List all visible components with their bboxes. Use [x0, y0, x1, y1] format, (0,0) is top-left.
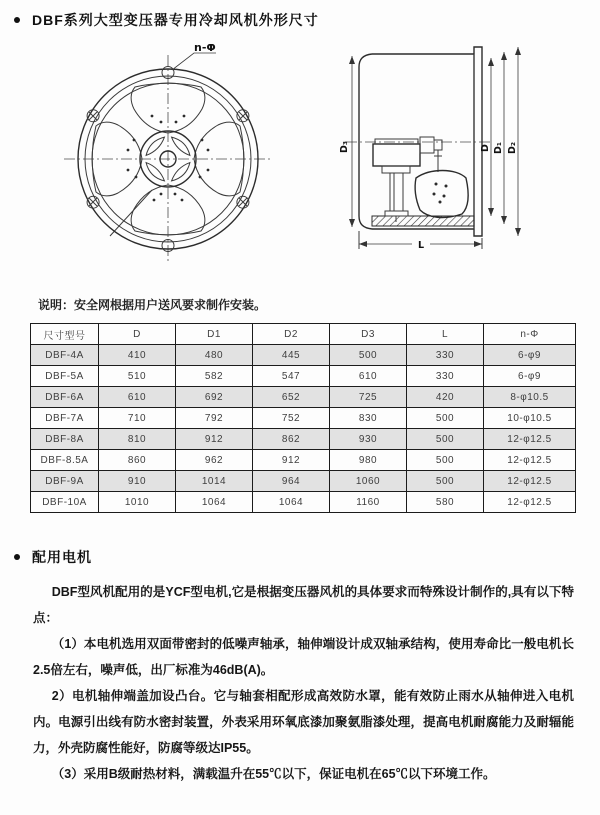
- dimensions-table: [30, 323, 576, 513]
- table-header-cell: n-Φ: [484, 324, 576, 345]
- table-header-cell: 尺寸型号: [31, 324, 99, 345]
- table-cell: 912: [253, 450, 330, 471]
- table-cell: 830: [330, 408, 407, 429]
- table-cell: 6-φ9: [484, 345, 576, 366]
- bullet-icon: [14, 554, 20, 560]
- table-cell: DBF-10A: [31, 492, 99, 513]
- table-cell: 510: [99, 366, 176, 387]
- table-cell: 8-φ10.5: [484, 387, 576, 408]
- center-lines: [64, 55, 272, 263]
- table-cell: 500: [407, 471, 484, 492]
- table-cell: 964: [253, 471, 330, 492]
- table-cell: 1010: [99, 492, 176, 513]
- technical-drawings: [0, 44, 600, 280]
- motor-paragraph: （3）采用B级耐热材料，满载温升在55℃以下，保证电机在65℃以下环境工作。: [51, 767, 496, 781]
- n-phi-label: n-Φ: [194, 44, 216, 54]
- table-cell: 1160: [330, 492, 407, 513]
- table-cell: 912: [176, 429, 253, 450]
- table-cell: 12-φ12.5: [484, 492, 576, 513]
- table-cell: 710: [99, 408, 176, 429]
- d2-label: D₂: [507, 141, 518, 155]
- table-cell: 500: [407, 450, 484, 471]
- table-cell: 725: [330, 387, 407, 408]
- table-header-cell: D: [99, 324, 176, 345]
- table-cell: 582: [176, 366, 253, 387]
- table-cell: 330: [407, 345, 484, 366]
- table-cell: DBF-8.5A: [31, 450, 99, 471]
- table-cell: 692: [176, 387, 253, 408]
- table-cell: 962: [176, 450, 253, 471]
- table-cell: 420: [407, 387, 484, 408]
- motor-paragraph: DBF型风机配用的是YCF型电机,它是根据变压器风机的具体要求而特殊设计制作的,具有以下特点：: [33, 585, 574, 625]
- n-phi-callout: [172, 44, 216, 70]
- motor-paragraph: 2）电机轴伸端盖加设凸台。它与轴套相配形成高效防水罩，能有效防止雨水从轴伸进入电机内。电源引出线有防水密封装置，外表采用环氧底漆加聚氨脂漆处理，提高电机耐腐能力及耐辐能力，外壳防腐性能好，防腐等级达IP55。: [33, 689, 574, 755]
- fan-blade-section: [415, 171, 468, 218]
- table-cell: 480: [176, 345, 253, 366]
- table-cell: 10-φ10.5: [484, 408, 576, 429]
- table-row: [31, 492, 576, 513]
- d-label: D: [480, 144, 491, 152]
- table-header-cell: D2: [253, 324, 330, 345]
- table-cell: 752: [253, 408, 330, 429]
- table-cell: 930: [330, 429, 407, 450]
- table-cell: 445: [253, 345, 330, 366]
- l-label: L: [417, 240, 425, 251]
- mounting-base: [372, 216, 474, 226]
- section-title-text: 配用电机: [32, 549, 92, 565]
- leader-line: [110, 190, 152, 236]
- bullet-icon: [14, 17, 20, 23]
- table-cell: 12-φ12.5: [484, 471, 576, 492]
- section-title-text: DBF系列大型变压器专用冷却风机外形尺寸: [32, 12, 319, 28]
- table-cell: 500: [407, 408, 484, 429]
- table-row: [31, 408, 576, 429]
- table-cell: 6-φ9: [484, 366, 576, 387]
- table-cell: 1064: [253, 492, 330, 513]
- motor-description: [33, 579, 574, 787]
- fan-front-view-drawing: [48, 44, 298, 280]
- table-cell: 862: [253, 429, 330, 450]
- table-header-cell: L: [407, 324, 484, 345]
- table-cell: 610: [330, 366, 407, 387]
- table-cell: 410: [99, 345, 176, 366]
- table-cell: 980: [330, 450, 407, 471]
- section-title-dimensions: [0, 0, 600, 30]
- table-cell: 1014: [176, 471, 253, 492]
- table-cell: 12-φ12.5: [484, 429, 576, 450]
- d3-label: D₃: [339, 140, 350, 154]
- d1-label: D₁: [493, 141, 504, 155]
- table-row: [31, 471, 576, 492]
- table-cell: 330: [407, 366, 484, 387]
- motor-assembly: [373, 137, 442, 222]
- table-row: [31, 450, 576, 471]
- table-cell: DBF-5A: [31, 366, 99, 387]
- section-title-motor: [14, 547, 600, 567]
- table-cell: 860: [99, 450, 176, 471]
- table-cell: 610: [99, 387, 176, 408]
- table-cell: 910: [99, 471, 176, 492]
- table-cell: 1060: [330, 471, 407, 492]
- table-cell: DBF-4A: [31, 345, 99, 366]
- fan-side-view-drawing: [338, 44, 560, 280]
- table-cell: DBF-6A: [31, 387, 99, 408]
- motor-paragraph: （1）本电机选用双面带密封的低噪声轴承，轴伸端设计成双轴承结构，使用寿命比一般电机长2.5倍左右，噪声低，出厂标准为46dB(A)。: [33, 637, 574, 677]
- table-header-cell: D3: [330, 324, 407, 345]
- table-row: [31, 366, 576, 387]
- table-cell: 12-φ12.5: [484, 450, 576, 471]
- table-row: [31, 387, 576, 408]
- table-cell: DBF-7A: [31, 408, 99, 429]
- table-cell: 500: [407, 429, 484, 450]
- table-cell: 500: [330, 345, 407, 366]
- table-cell: 580: [407, 492, 484, 513]
- table-cell: 547: [253, 366, 330, 387]
- table-cell: 810: [99, 429, 176, 450]
- table-cell: DBF-9A: [31, 471, 99, 492]
- note-text: 说明：安全网根据用户送风要求制作安装。: [38, 298, 267, 312]
- table-cell: 652: [253, 387, 330, 408]
- table-header-cell: D1: [176, 324, 253, 345]
- table-header-row: [31, 324, 576, 345]
- table-cell: 1064: [176, 492, 253, 513]
- table-cell: 792: [176, 408, 253, 429]
- table-row: [31, 345, 576, 366]
- table-cell: DBF-8A: [31, 429, 99, 450]
- table-row: [31, 429, 576, 450]
